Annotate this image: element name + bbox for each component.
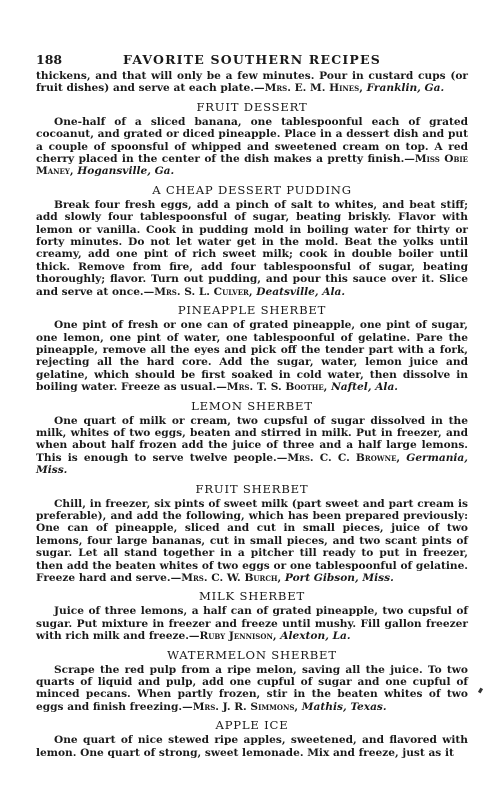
- recipe: [36, 303, 468, 393]
- separator: ,: [396, 451, 407, 464]
- paragraph-text: One pint of fresh or one can of grated pineapple, one pint of sugar, one lemon, one pint of water, one tablespoonful of gelatine. Pare the pineapple, remove all the eyes and pick off the tender part with a fork, rejecting all the hard core. Add the sugar, water, lemon juice and gelatine, which should be first soaked in cold water, then dissolve in boiling water. Freeze as usual.—: [36, 319, 468, 394]
- recipe-title: WATERMELON SHERBET: [167, 647, 337, 662]
- author-name: Mrs. J. R. Simmons: [192, 700, 295, 713]
- recipe-title: A CHEAP DESSERT PUDDING: [152, 182, 352, 197]
- author-name: Mrs. C. W. Burch: [181, 572, 278, 584]
- recipe: [36, 183, 468, 298]
- author-place: Mathis, Texas.: [301, 700, 387, 713]
- recipe-title: PINEAPPLE SHERBET: [177, 303, 327, 318]
- recipe: [36, 482, 468, 585]
- paragraph-text: One quart of nice stewed ripe apples, sweetened, and flavored with lemon. One quart of strong, sweet lemonade. Mix and freeze, just as it: [36, 734, 468, 759]
- recipe-title: FRUIT DESSERT: [196, 99, 308, 114]
- stray-mark: [478, 688, 483, 694]
- page-content: [36, 70, 468, 759]
- separator: ,: [359, 82, 367, 95]
- separator: ,: [294, 700, 302, 713]
- recipe-text: [36, 664, 468, 714]
- recipe-list: [36, 100, 468, 759]
- paragraph-text: thickens, and that will only be a few minutes. Pour in custard cups (or fruit dishes) and serve at each plate.—: [36, 70, 468, 95]
- page-header: [36, 52, 468, 68]
- recipe-title: FRUIT SHERBET: [195, 481, 309, 496]
- author-place: Franklin, Ga.: [366, 82, 445, 95]
- paragraph-text: Break four fresh eggs, add a pinch of salt to whites, and beat stiff; add slowly four tablespoonsful of sugar, beating briskly. Flavor with lemon or vanilla. Cook in pudding mold in boiling water for thirty or forty minutes. Do not let water get in the mold. Beat the yolks until creamy, add one pint of rich sweet milk; cook in double boiler until thick. Remove from fire, add four tablespoonsful of sugar, beating thoroughly; flavor. Turn out pudding, and pour this sauce over it. Slice and serve at once.—: [36, 198, 468, 298]
- paragraph-text: Juice of three lemons, a half can of grated pineapple, two cupsful of sugar. Put mixture in freezer and freeze until mushy. Fill gallon freezer with rich milk and freeze.—: [36, 605, 468, 643]
- paragraph-text: One-half of a sliced banana, one tablespoonful each of grated cocoanut, and grated or diced pineapple. Place in a dessert dish and put a couple of spoonsful of whipped and sweetened cream on top. A red cherry placed in the center of the dish makes a pretty finish.—: [36, 115, 468, 166]
- author-place: Deatsville, Ala.: [256, 285, 346, 298]
- author-place: Hogansville, Ga.: [77, 165, 175, 178]
- author-name: Mrs. S. L. Culver: [154, 285, 249, 298]
- recipe: [36, 589, 468, 642]
- running-title: FAVORITE SOUTHERN RECIPES: [122, 52, 381, 67]
- author-place: Port Gibson, Miss.: [284, 572, 394, 584]
- author-name: Mrs. T. S. Boothe: [226, 381, 324, 394]
- recipe-title: MILK SHERBET: [198, 589, 306, 604]
- separator: ,: [277, 572, 285, 584]
- separator: ,: [323, 381, 332, 394]
- author-place: Naftel, Ala.: [331, 381, 398, 394]
- recipe-title: LEMON SHERBET: [191, 398, 313, 413]
- paragraph-text: Chill, in freezer, six pints of sweet milk (part sweet and part cream is preferable), and add the following, which has been prepared previously: One can of pineapple, sliced and cut in small pieces, juice of two lemons, four large bananas, cut in small pieces, and two scant pints of sugar. Let all stand together in a pitcher till ready to put in freezer, then add the beaten whites of two eggs or one tablespoonful of gelatine. Freeze hard and serve.—: [36, 497, 468, 584]
- recipe-text: [36, 116, 468, 178]
- recipe-text: [36, 415, 468, 477]
- recipe-text: [36, 605, 468, 642]
- page-number: 188: [36, 52, 63, 67]
- recipe-text: [36, 199, 468, 298]
- separator: ,: [69, 165, 78, 178]
- author-name: Miss Obie Maney: [36, 153, 468, 178]
- recipe-title: APPLE ICE: [215, 718, 289, 733]
- separator: ,: [272, 630, 281, 643]
- author-name: Mrs. E. M. Hines: [264, 82, 360, 95]
- author-place: Germania, Miss.: [36, 451, 468, 477]
- recipe: [36, 648, 468, 714]
- separator: ,: [248, 285, 257, 298]
- continued-paragraph: [36, 70, 468, 95]
- recipe-text: [36, 319, 468, 393]
- author-name: Mrs. C. C. Browne: [287, 451, 397, 464]
- recipe: [36, 399, 468, 477]
- recipe-text: [36, 498, 468, 585]
- recipe: [36, 718, 468, 759]
- author-place: Alexton, La.: [280, 630, 351, 643]
- paragraph-text: Scrape the red pulp from a ripe melon, saving all the juice. To two quarts of liquid and pulp, add one cupful of sugar and one cupful of minced pecans. When partly frozen, stir in the beaten whites of two eggs and finish freezing.—: [36, 663, 468, 713]
- paragraph-text: One quart of milk or cream, two cupsful of sugar dissolved in the milk, whites of two eggs, beaten and stirred in milk. Put in freezer, and when about half frozen add the juice of three and a half large lemons. This is enough to serve twelve people.—: [36, 414, 468, 464]
- recipe: [36, 100, 468, 178]
- recipe-text: [36, 734, 468, 759]
- author-name: Ruby Jennison: [199, 630, 273, 643]
